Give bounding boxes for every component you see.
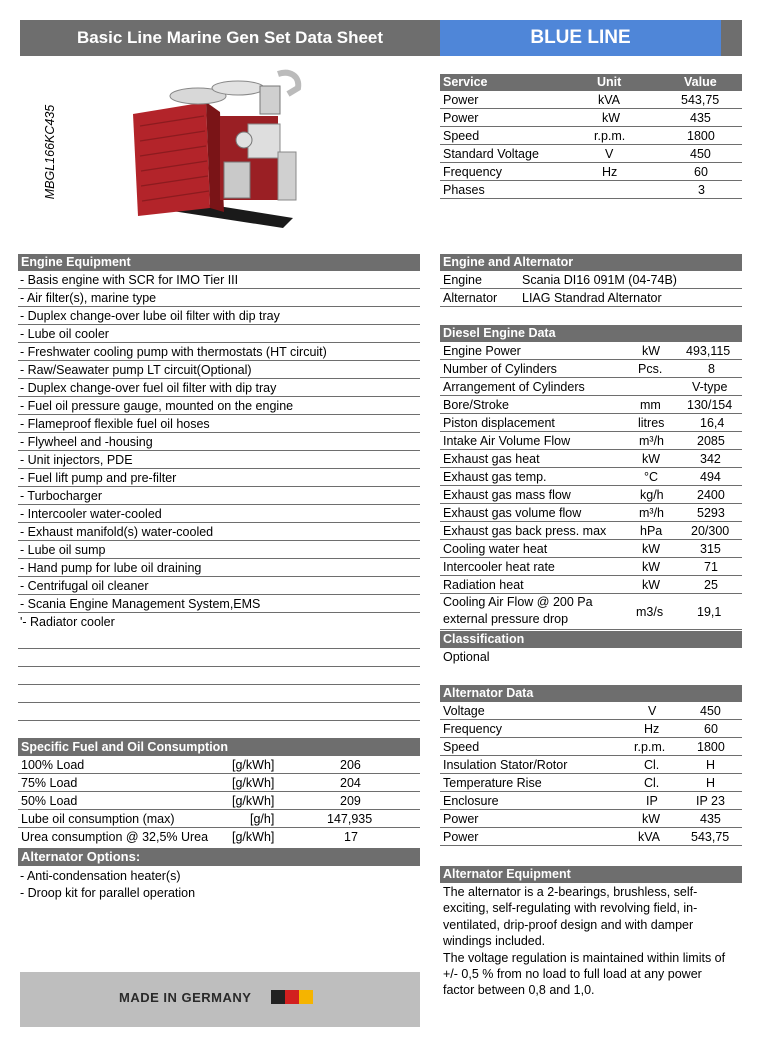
table-row: Standard Voltage V 450 bbox=[440, 145, 742, 163]
table-row: 50% Load [g/kWh] 209 bbox=[18, 792, 420, 810]
list-item: - Droop kit for parallel operation bbox=[20, 886, 196, 900]
service-col-value: Value bbox=[684, 75, 717, 89]
table-row: Arrangement of Cylinders V-type bbox=[440, 378, 742, 396]
classification-section bbox=[440, 631, 742, 666]
table-row: Power kW 435 bbox=[440, 109, 742, 127]
table-row: 100% Load [g/kWh] 206 bbox=[18, 756, 420, 774]
list-item: - Lube oil cooler bbox=[18, 325, 420, 343]
alternator-options-section bbox=[18, 848, 420, 902]
header-tail bbox=[721, 20, 742, 56]
table-row: Exhaust gas volume flow m³/h 5293 bbox=[440, 504, 742, 522]
list-item: - Flameproof flexible fuel oil hoses bbox=[18, 415, 420, 433]
table-row: Speed r.p.m. 1800 bbox=[440, 127, 742, 145]
list-item: - Intercooler water-cooled bbox=[18, 505, 420, 523]
consumption-title: Specific Fuel and Oil Consumption bbox=[18, 739, 420, 756]
product-line-badge: BLUE LINE bbox=[440, 20, 721, 56]
table-row: Engine Scania DI16 091M (04-74B) bbox=[440, 271, 742, 289]
table-row: Radiation heat kW 25 bbox=[440, 576, 742, 594]
table-row: Enclosure IP IP 23 bbox=[440, 792, 742, 810]
table-row: Lube oil consumption (max) [g/h] 147,935 bbox=[18, 810, 420, 828]
list-item: - Flywheel and -housing bbox=[18, 433, 420, 451]
list-item: - Exhaust manifold(s) water-cooled bbox=[18, 523, 420, 541]
engine-equipment-title: Engine Equipment bbox=[18, 254, 420, 271]
table-row: Temperature Rise Cl. H bbox=[440, 774, 742, 792]
table-row: Intake Air Volume Flow m³/h 2085 bbox=[440, 432, 742, 450]
list-item bbox=[18, 685, 420, 703]
alternator-equipment-text bbox=[440, 884, 742, 999]
table-row: Intercooler heat rate kW 71 bbox=[440, 558, 742, 576]
flag-stripe-red bbox=[285, 990, 299, 1004]
alternator-data-title: Alternator Data bbox=[440, 685, 742, 702]
description-line: factor between 0,8 and 1,0. bbox=[443, 983, 595, 998]
flag-stripe-black bbox=[271, 990, 285, 1004]
engine-equipment-list bbox=[18, 271, 420, 739]
classification-value: Optional bbox=[443, 650, 490, 664]
page-title: Basic Line Marine Gen Set Data Sheet bbox=[20, 20, 440, 56]
list-item bbox=[18, 667, 420, 685]
list-item: '- Radiator cooler bbox=[20, 615, 115, 629]
table-row: Exhaust gas mass flow kg/h 2400 bbox=[440, 486, 742, 504]
list-item: - Hand pump for lube oil draining bbox=[18, 559, 420, 577]
list-item: - Turbocharger bbox=[18, 487, 420, 505]
consumption-section bbox=[18, 739, 420, 846]
table-row: Frequency Hz 60 bbox=[440, 163, 742, 181]
list-item: - Fuel lift pump and pre-filter bbox=[18, 469, 420, 487]
alternator-equipment-title: Alternator Equipment bbox=[440, 866, 742, 883]
list-item: - Anti-condensation heater(s) bbox=[20, 869, 181, 883]
model-code: MBGL166KC435 bbox=[43, 104, 57, 200]
table-row: Phases 3 bbox=[440, 181, 742, 199]
table-row: Urea consumption @ 32,5% Urea [g/kWh] 17 bbox=[21, 830, 358, 844]
description-line: +/- 0,5 % from no load to full load at any power bbox=[443, 967, 702, 982]
alternator-equipment-section bbox=[440, 866, 742, 999]
description-line: exciting, self-regulating with revolving field, in- bbox=[443, 901, 698, 916]
list-item: - Air filter(s), marine type bbox=[18, 289, 420, 307]
table-row: Speed r.p.m. 1800 bbox=[440, 738, 742, 756]
description-line: windings included. bbox=[443, 934, 546, 949]
service-table-header bbox=[440, 74, 742, 91]
table-row: Power kW 435 bbox=[440, 810, 742, 828]
table-row: Exhaust gas back press. max hPa 20/300 bbox=[440, 522, 742, 540]
table-row: Alternator LIAG Standrad Alternator bbox=[440, 289, 742, 307]
description-line: The voltage regulation is maintained within limits of bbox=[443, 950, 726, 965]
list-item bbox=[18, 721, 420, 739]
table-row: Exhaust gas temp. °C 494 bbox=[440, 468, 742, 486]
list-item: - Basis engine with SCR for IMO Tier III bbox=[18, 271, 420, 289]
table-row: Number of Cylinders Pcs. 8 bbox=[440, 360, 742, 378]
table-row: Piston displacement litres 16,4 bbox=[440, 414, 742, 432]
service-table bbox=[440, 74, 742, 199]
description-line: ventilated, drip-proof design and with damper bbox=[443, 917, 694, 932]
table-row: Power kVA 543,75 bbox=[440, 91, 742, 109]
list-item: - Unit injectors, PDE bbox=[18, 451, 420, 469]
table-row: 75% Load [g/kWh] 204 bbox=[18, 774, 420, 792]
engine-alternator-section bbox=[440, 254, 742, 307]
service-rows bbox=[440, 91, 742, 199]
list-item bbox=[18, 649, 420, 667]
service-col-label: Service bbox=[443, 75, 488, 89]
list-item: - Lube oil sump bbox=[18, 541, 420, 559]
description-line: The alternator is a 2-bearings, brushless, self- bbox=[443, 885, 698, 899]
list-item: - Duplex change-over lube oil filter with dip tray bbox=[18, 307, 420, 325]
service-col-unit: Unit bbox=[597, 75, 622, 89]
table-row: Exhaust gas heat kW 342 bbox=[440, 450, 742, 468]
genset-image bbox=[128, 66, 308, 238]
made-in-label: MADE IN GERMANY bbox=[119, 990, 252, 1005]
table-row: Cooling water heat kW 315 bbox=[440, 540, 742, 558]
diesel-engine-title: Diesel Engine Data bbox=[440, 325, 742, 342]
list-item: - Freshwater cooling pump with thermostats (HT circuit) bbox=[18, 343, 420, 361]
engine-equipment-section bbox=[18, 254, 420, 739]
table-row: Bore/Stroke mm 130/154 bbox=[440, 396, 742, 414]
table-row: Engine Power kW 493,115 bbox=[440, 342, 742, 360]
table-row: Cooling Air Flow @ 200 Pa external pressure drop m3/s 19,1 bbox=[440, 594, 742, 630]
list-item: - Duplex change-over fuel oil filter with dip tray bbox=[18, 379, 420, 397]
table-row: Voltage V 450 bbox=[440, 702, 742, 720]
list-item: - Centrifugal oil cleaner bbox=[18, 577, 420, 595]
alternator-options-title: Alternator Options: bbox=[18, 848, 420, 866]
alternator-data-section bbox=[440, 685, 742, 846]
list-item: - Raw/Seawater pump LT circuit(Optional) bbox=[18, 361, 420, 379]
table-row: Insulation Stator/Rotor Cl. H bbox=[440, 756, 742, 774]
table-row: Power kVA 543,75 bbox=[440, 828, 742, 846]
engine-alternator-title: Engine and Alternator bbox=[440, 254, 742, 271]
table-row: Frequency Hz 60 bbox=[440, 720, 742, 738]
list-item bbox=[18, 703, 420, 721]
list-item: - Scania Engine Management System,EMS bbox=[18, 595, 420, 613]
diesel-engine-section bbox=[440, 325, 742, 630]
list-item bbox=[18, 631, 420, 649]
list-item: - Fuel oil pressure gauge, mounted on the engine bbox=[18, 397, 420, 415]
flag-stripe-gold bbox=[299, 990, 313, 1004]
classification-title: Classification bbox=[440, 631, 742, 648]
